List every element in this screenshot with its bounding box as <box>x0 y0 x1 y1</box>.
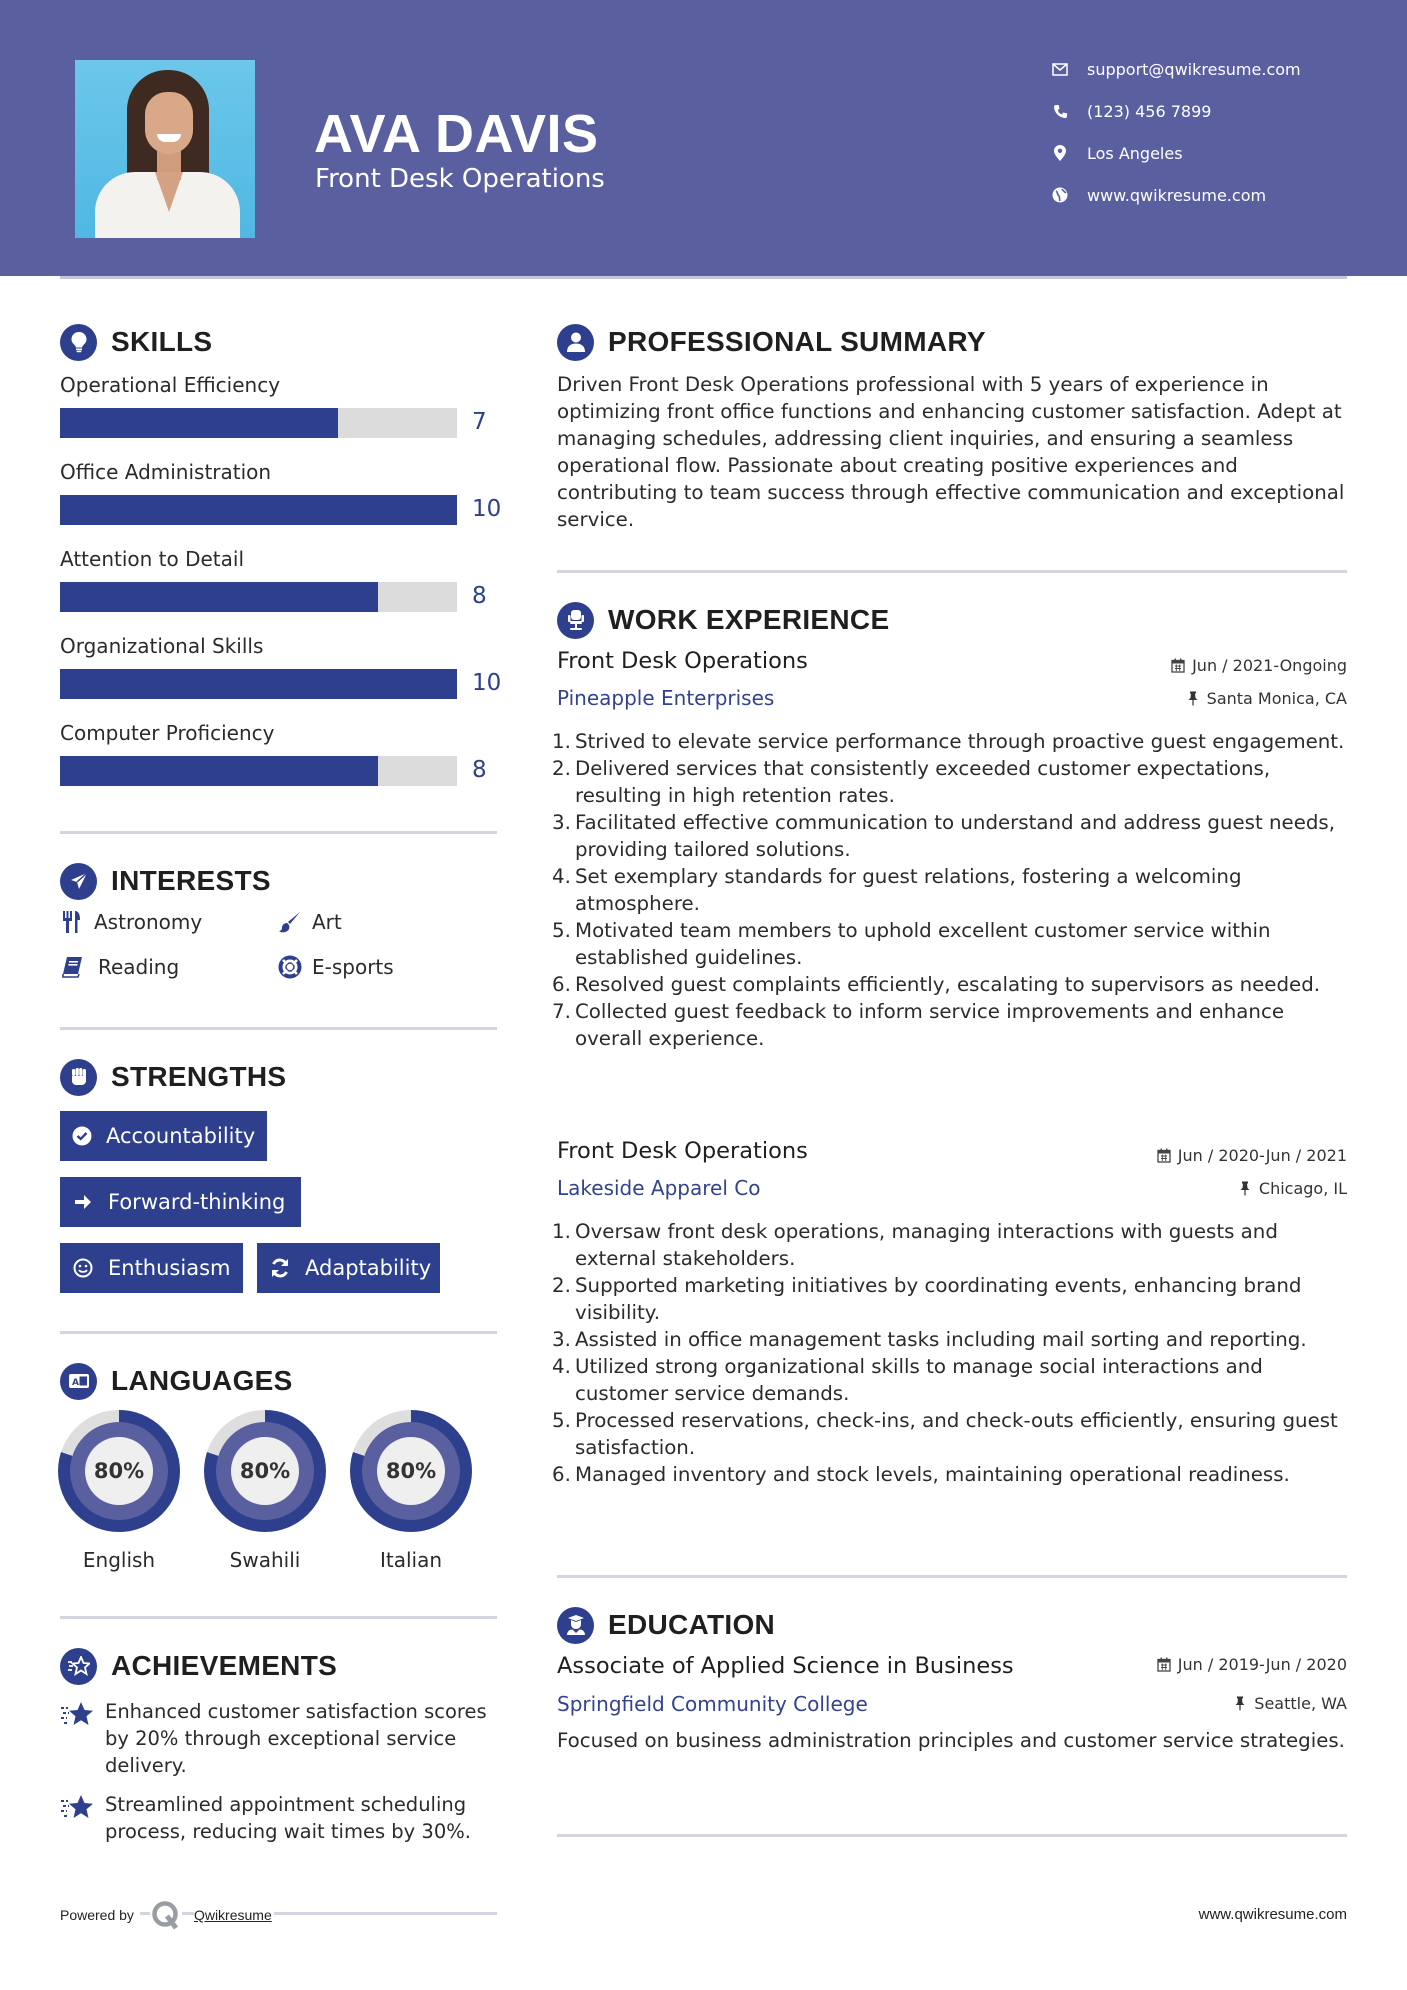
list-item: 3. Assisted in office management tasks including mail sorting and reporting. <box>552 1328 1307 1351</box>
interest-item: Art <box>278 910 342 934</box>
strength-badge: Enthusiasm <box>60 1243 243 1293</box>
skill-bar <box>60 756 457 786</box>
list-item: 1. Oversaw front desk operations, managing interactions with guests and external stakeholders. <box>552 1220 1278 1270</box>
calendar-icon <box>1156 1657 1172 1673</box>
skill-score: 10 <box>472 496 502 522</box>
list-item: 6. Resolved guest complaints efficiently, escalating to supervisors as needed. <box>552 973 1321 996</box>
user-icon <box>557 324 594 361</box>
calendar-icon <box>1156 1148 1172 1164</box>
calendar-icon <box>1170 658 1186 674</box>
skill-bar-fill <box>60 408 338 438</box>
qwikresume-logo-icon <box>150 1900 182 1930</box>
languages-section-header: A LANGUAGES <box>60 1361 293 1401</box>
education-section-header: EDUCATION <box>557 1605 775 1645</box>
globe-icon <box>1050 185 1070 205</box>
section-divider <box>60 831 497 834</box>
arrow-right-icon <box>72 1191 94 1213</box>
list-item: 4. Set exemplary standards for guest relations, fostering a welcoming atmosphere. <box>552 865 1242 915</box>
interest-item: E-sports <box>278 955 394 979</box>
summary-section-header: PROFESSIONAL SUMMARY <box>557 322 986 362</box>
job-company: Lakeside Apparel Co <box>557 1176 761 1200</box>
language-icon <box>60 1363 97 1400</box>
education-degree: Associate of Applied Science in Business <box>557 1653 1014 1679</box>
map-marker-icon <box>1050 143 1070 163</box>
list-item: 1. Strived to elevate service performance through proactive guest engagement. <box>552 730 1345 753</box>
strength-badge: Accountability <box>60 1111 267 1161</box>
office-chair-icon <box>557 602 594 639</box>
envelope-icon <box>1050 59 1070 79</box>
star-icon <box>60 1698 94 1779</box>
pushpin-icon <box>1232 1696 1248 1712</box>
language-item <box>350 1410 472 1572</box>
list-item: 7. Collected guest feedback to inform service improvements and enhance overall experience. <box>552 1000 1285 1050</box>
skill-label: Computer Proficiency <box>60 721 275 745</box>
education-description: Focused on business administration principles and customer service strategies. <box>557 1729 1345 1752</box>
skill-score: 8 <box>472 583 487 609</box>
list-item: 6. Managed inventory and stock levels, maintaining operational readiness. <box>552 1463 1290 1486</box>
lightbulb-icon <box>60 324 97 361</box>
list-item: 5. Motivated team members to uphold excellent customer service within established guidelines. <box>552 919 1271 969</box>
skills-section-header: SKILLS <box>60 322 212 362</box>
pushpin-icon <box>1237 1181 1253 1197</box>
profile-photo <box>75 60 255 238</box>
job-location: Santa Monica, CA <box>1185 689 1347 708</box>
achievement-item: Enhanced customer satisfaction scores by 20% through exceptional service delivery. <box>60 1698 500 1779</box>
check-circle-icon <box>72 1125 92 1147</box>
strengths-section-header: STRENGTHS <box>60 1057 286 1097</box>
paper-plane-icon <box>60 863 97 900</box>
contact-website[interactable]: www.qwikresume.com <box>1050 182 1266 208</box>
skill-bar-fill <box>60 495 457 525</box>
svg-text:A: A <box>71 1378 79 1388</box>
skill-bar <box>60 582 457 612</box>
skill-bar <box>60 669 457 699</box>
job-location: Chicago, IL <box>1237 1179 1347 1198</box>
skill-bar-fill <box>60 756 378 786</box>
skill-bar-fill <box>60 582 378 612</box>
candidate-title: Front Desk Operations <box>315 164 605 194</box>
strength-badge: Adaptability <box>257 1243 440 1293</box>
summary-text: Driven Front Desk Operations professional with 5 years of experience in optimizing front office functions and enhancing customer satisfaction. Adept at managing schedules, addressing client inquiries, and ensuring a seamless operational flow. Passionate about creating positive experiences and contributing to team success through effective communication and exceptional service. <box>557 373 1345 531</box>
fist-icon <box>60 1059 97 1096</box>
section-divider <box>557 570 1347 573</box>
star-badge-icon <box>60 1648 97 1685</box>
language-proficiency-donut <box>350 1410 472 1532</box>
interest-item: Astronomy <box>60 910 202 934</box>
section-divider <box>60 1027 497 1030</box>
section-divider <box>60 1331 497 1334</box>
graduate-icon <box>557 1607 594 1644</box>
paintbrush-icon <box>278 910 302 934</box>
skill-score: 10 <box>472 670 502 696</box>
language-item <box>58 1410 180 1572</box>
skill-label: Organizational Skills <box>60 634 264 658</box>
education-school: Springfield Community College <box>557 1692 868 1716</box>
language-proficiency-donut <box>58 1410 180 1532</box>
section-divider <box>557 1834 1347 1837</box>
language-percent: 80% <box>231 1437 299 1505</box>
job-title: Front Desk Operations <box>557 1138 808 1164</box>
job-responsibilities <box>552 728 1352 1052</box>
qwikresume-link[interactable]: Qwikresume <box>193 1907 272 1923</box>
job-title: Front Desk Operations <box>557 648 808 674</box>
language-percent: 80% <box>377 1437 445 1505</box>
refresh-icon <box>269 1257 291 1279</box>
achievement-item: Streamlined appointment scheduling process, reducing wait times by 30%. <box>60 1791 500 1845</box>
job-dates: Jun / 2020-Jun / 2021 <box>1156 1146 1347 1165</box>
section-divider <box>60 1616 497 1619</box>
education-location: Seattle, WA <box>1232 1694 1347 1713</box>
smile-icon <box>72 1257 94 1279</box>
utensils-icon <box>60 910 84 934</box>
achievements-section-header: ACHIEVEMENTS <box>60 1646 337 1686</box>
language-percent: 80% <box>85 1437 153 1505</box>
skill-score: 8 <box>472 757 487 783</box>
phone-icon <box>1050 101 1070 121</box>
list-item: 3. Facilitated effective communication to understand and address guest needs, providing tailored solutions. <box>552 811 1336 861</box>
skill-score: 7 <box>472 409 487 435</box>
contact-email[interactable]: support@qwikresume.com <box>1050 56 1301 82</box>
strength-badge: Forward-thinking <box>60 1177 301 1227</box>
contact-location: Los Angeles <box>1050 140 1183 166</box>
list-item: 5. Processed reservations, check-ins, and check-outs efficiently, ensuring guest satisfaction. <box>552 1409 1338 1459</box>
list-item: 2. Supported marketing initiatives by coordinating events, enhancing brand visibility. <box>552 1274 1302 1324</box>
skill-label: Operational Efficiency <box>60 373 281 397</box>
skill-bar <box>60 495 457 525</box>
experience-section-header: WORK EXPERIENCE <box>557 600 889 640</box>
candidate-name: AVA DAVIS <box>314 104 599 164</box>
list-item: 4. Utilized strong organizational skills to manage social interactions and customer service demands. <box>552 1355 1263 1405</box>
header-divider <box>60 276 1347 279</box>
job-responsibilities <box>552 1218 1352 1488</box>
language-name: English <box>82 1548 156 1572</box>
pushpin-icon <box>1185 691 1201 707</box>
book-icon <box>60 955 84 979</box>
language-item <box>204 1410 326 1572</box>
skill-bar-fill <box>60 669 457 699</box>
education-dates: Jun / 2019-Jun / 2020 <box>1156 1655 1347 1674</box>
contact-phone[interactable]: (123) 456 7899 <box>1050 98 1211 124</box>
job-dates: Jun / 2021-Ongoing <box>1170 656 1347 675</box>
section-divider <box>557 1575 1347 1578</box>
star-icon <box>60 1791 94 1845</box>
skill-label: Attention to Detail <box>60 547 245 571</box>
language-name: Italian <box>379 1548 443 1572</box>
footer-website[interactable]: www.qwikresume.com <box>1198 1906 1347 1923</box>
powered-by: Powered by Qwikresume <box>60 1900 274 1930</box>
skill-bar <box>60 408 457 438</box>
interests-section-header: INTERESTS <box>60 861 271 901</box>
job-company: Pineapple Enterprises <box>557 686 775 710</box>
list-item: 2. Delivered services that consistently exceeded customer expectations, resulting in high retention rates. <box>552 757 1271 807</box>
skill-label: Office Administration <box>60 460 272 484</box>
language-name: Swahili <box>229 1548 301 1572</box>
interest-item: Reading <box>60 955 179 979</box>
language-proficiency-donut <box>204 1410 326 1532</box>
life-ring-icon <box>278 955 302 979</box>
